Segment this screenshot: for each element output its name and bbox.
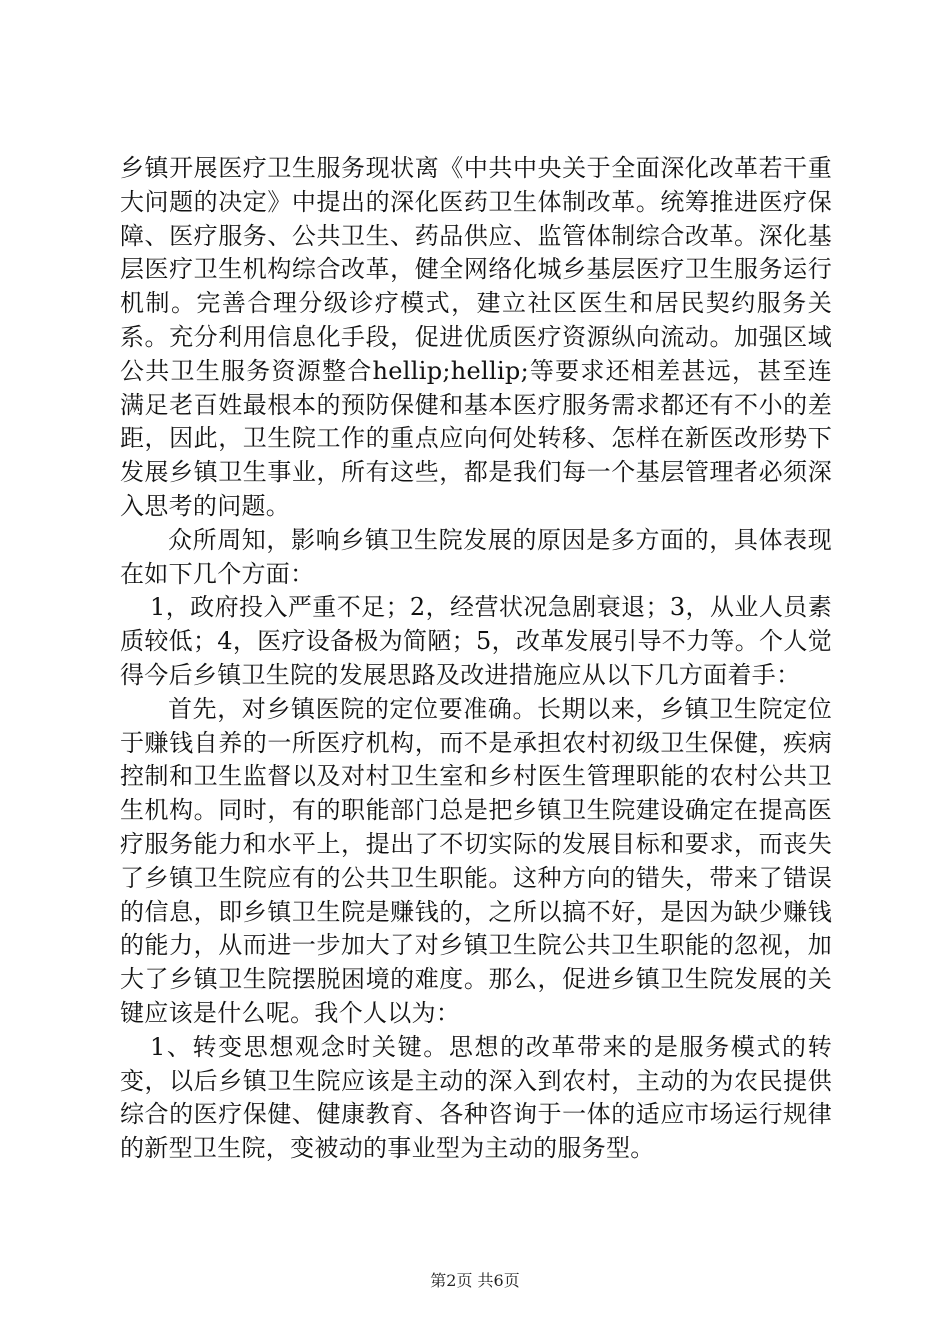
paragraph-causes-intro: 众所周知，影响乡镇卫生院发展的原因是多方面的，具体表现在如下几个方面：	[120, 525, 832, 588]
paragraph-positioning: 首先，对乡镇医院的定位要准确。长期以来，乡镇卫生院定位于赚钱自养的一所医疗机构，而不是承担农村初级卫生保健，疾病控制和卫生监督以及对村卫生室和乡村医生管理职能的农村公共卫生机构。同时，有的职能部门总是把乡镇卫生院建设确定在提高医疗服务能力和水平上，提出了不切实际的发展目标和要求，而丧失了乡镇卫生院应有的公共卫生职能。这种方向的错失，带来了错误的信息，即乡镇卫生院是赚钱的，之所以搞不好，是因为缺少赚钱的能力，从而进一步加大了对乡镇卫生院公共卫生职能的忽视，加大了乡镇卫生院摆脱困境的难度。那么，促进乡镇卫生院发展的关键应该是什么呢。我个人以为：	[120, 694, 832, 1027]
paragraph-point-1: 1、转变思想观念时关键。思想的改革带来的是服务模式的转变，以后乡镇卫生院应该是主动的深入到农村，主动的为农民提供综合的医疗保健、健康教育、各种咨询于一体的适应市场运行规律的新型卫生院，变被动的事业型为主动的服务型。	[120, 1032, 832, 1163]
paragraph-intro: 乡镇开展医疗卫生服务现状离《中共中央关于全面深化改革若干重大问题的决定》中提出的深化医药卫生体制改革。统筹推进医疗保障、医疗服务、公共卫生、药品供应、监管体制综合改革。深化基层医疗卫生机构综合改革，健全网络化城乡基层医疗卫生服务运行机制。完善合理分级诊疗模式，建立社区医生和居民契约服务关系。充分利用信息化手段，促进优质医疗资源纵向流动。加强区域公共卫生服务资源整合hellip;hellip;等要求还相差甚远，甚至连满足老百姓最根本的预防保健和基本医疗服务需求都还有不小的差距，因此，卫生院工作的重点应向何处转移、怎样在新医改形势下发展乡镇卫生事业，所有这些，都是我们每一个基层管理者必须深入思考的问题。	[120, 154, 832, 520]
page-footer: 第2页 共6页	[430, 1271, 520, 1290]
document-body	[120, 152, 832, 1166]
paragraph-causes-list: 1，政府投入严重不足；2，经营状况急剧衰退；3，从业人员素质较低；4，医疗设备极为简陋；5，改革发展引导不力等。个人觉得今后乡镇卫生院的发展思路及改进措施应从以下几方面着手：	[120, 593, 832, 689]
